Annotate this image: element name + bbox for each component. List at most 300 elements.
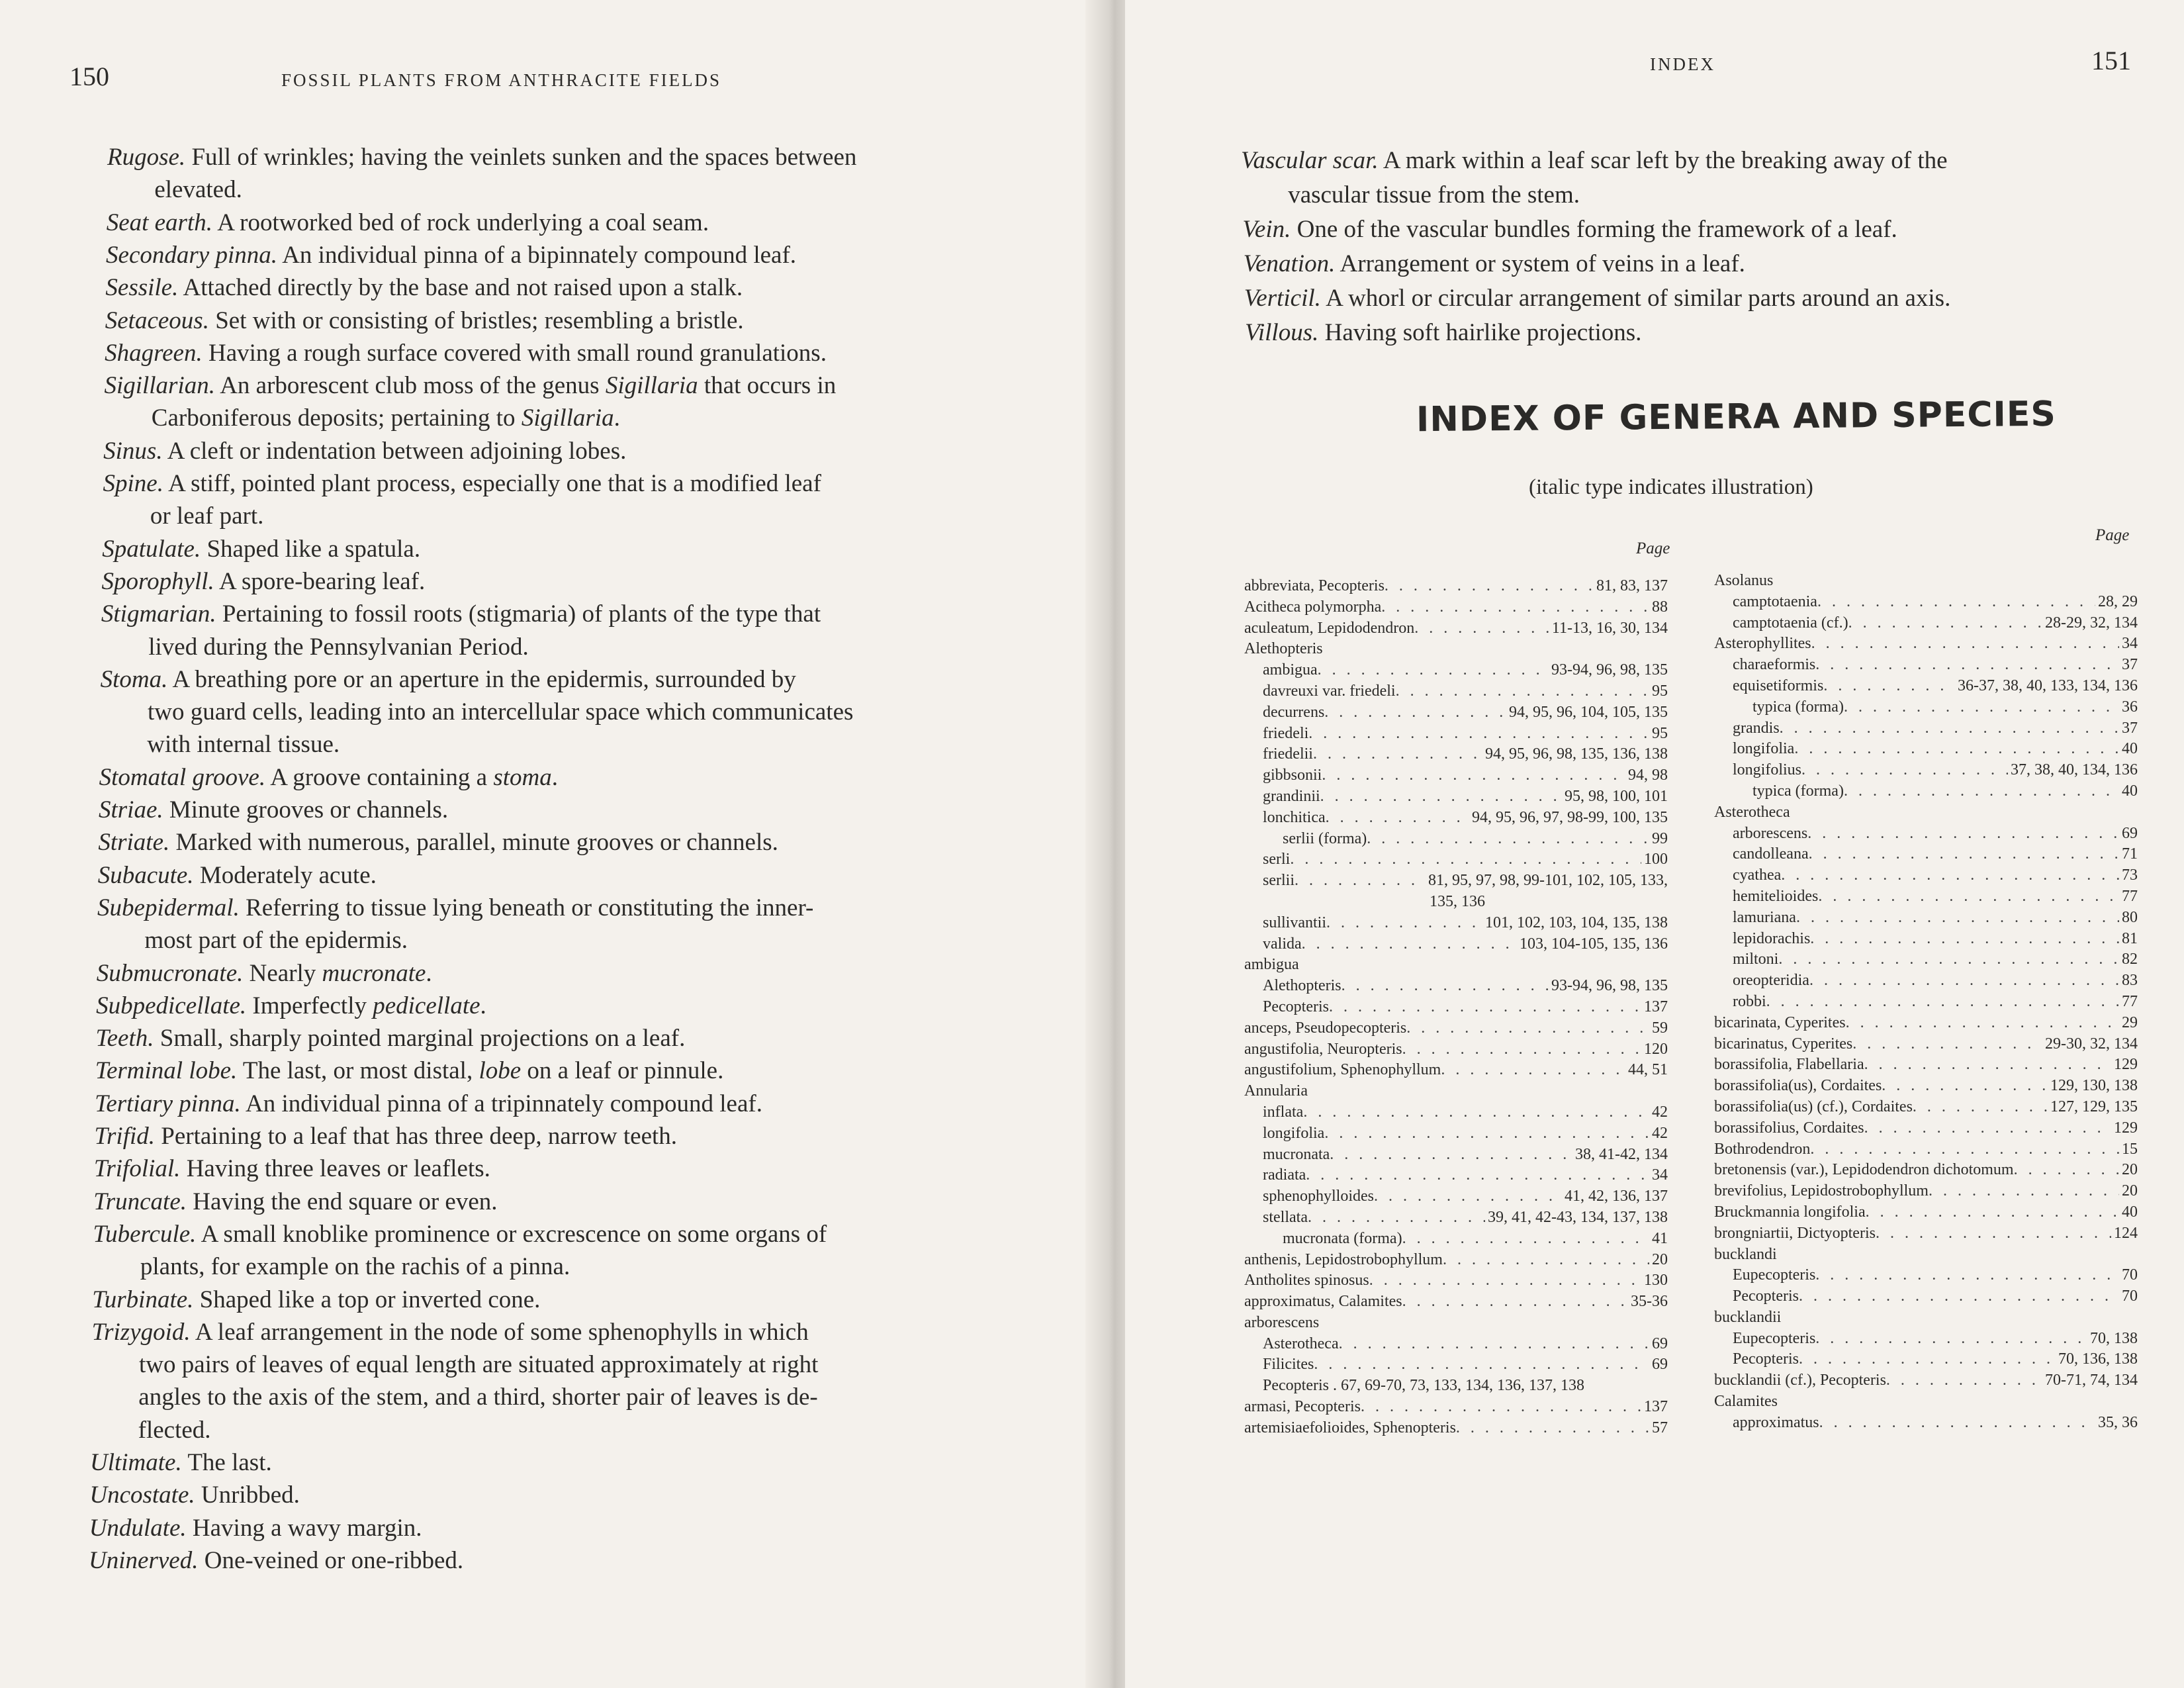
glossary-entry [96, 990, 486, 1023]
index-entry-pages: 20 [2122, 1161, 2138, 1179]
glossary-definition: lived during the Pennsylvanian Period. [148, 633, 529, 661]
index-entry [1244, 1397, 1668, 1418]
index-entry-name: friedeli [1263, 724, 1309, 742]
glossary-definition: flected. [138, 1416, 211, 1444]
glossary-entry [107, 207, 709, 240]
index-entry-name: bucklandii [1714, 1308, 1782, 1326]
index-entry-name: ambigua [1263, 661, 1318, 679]
index-column-1 [1244, 576, 1668, 1439]
index-entry [1244, 1270, 1668, 1291]
index-entry-pages: 93-94, 96, 98, 135 [1551, 977, 1668, 995]
glossary-definition: A mark within a leaf scar left by the breaking away of the [1378, 147, 1948, 174]
index-entry-name: Pecopteris [1733, 1288, 1799, 1305]
glossary-definition: Marked with numerous, parallel, minute grooves or channels. [169, 829, 778, 857]
index-entry-name: bretonensis (var.), Lepidodendron dichotomum [1714, 1161, 2014, 1179]
right-page [1125, 0, 2184, 1688]
glossary-entry [105, 305, 744, 338]
index-entry-pages: 94, 98 [1628, 767, 1668, 784]
index-entry-name: Alethopteris [1244, 640, 1323, 658]
glossary-entry [107, 141, 856, 174]
glossary-definition: Having the end square or even. [187, 1188, 498, 1215]
index-entry-pages: 20 [1652, 1250, 1668, 1268]
index-entry [1714, 1223, 2138, 1244]
dot-leader [1402, 1229, 1649, 1250]
index-entry [1714, 1286, 2138, 1307]
index-entry-name: robbi [1733, 992, 1766, 1010]
index-entry [1714, 865, 2138, 886]
dot-leader [1866, 1202, 2119, 1223]
index-entry [1244, 576, 1668, 597]
index-entry-name: gibbsonii [1263, 767, 1322, 784]
glossary-term: Submucronate. [96, 959, 244, 987]
index-entry-name: arborescens [1733, 824, 1808, 842]
index-entry-name: approximatus [1733, 1413, 1819, 1431]
glossary-entry [95, 1120, 678, 1153]
index-entry-name: mucronata [1263, 1145, 1330, 1163]
glossary-continuation [152, 402, 620, 435]
index-entry [1714, 655, 2138, 676]
index-entry-pages: 70-71, 74, 134 [2045, 1372, 2138, 1389]
index-entry-pages: 95 [1652, 724, 1668, 742]
index-entry-name: Pecopteris [1733, 1350, 1799, 1368]
glossary-definition: two pairs of leaves of equal length are situated approximately at right [138, 1351, 819, 1379]
glossary-emphasis: Sigillaria [521, 404, 614, 432]
index-entry [1714, 949, 2138, 970]
glossary-entry [101, 598, 821, 631]
index-entry-pages: 36 [2122, 698, 2138, 716]
index-entry-pages: 95, 98, 100, 101 [1565, 787, 1668, 805]
index-entry [1244, 934, 1668, 955]
index-entry [1244, 1291, 1668, 1313]
glossary-definition: The last, or most distal, [237, 1057, 479, 1085]
glossary-definition: Nearly [243, 959, 322, 987]
glossary-definition-tail: . [614, 404, 620, 432]
dot-leader [1314, 1354, 1649, 1376]
glossary-definition: most part of the epidermis. [144, 927, 408, 955]
dot-leader [1913, 1097, 2048, 1118]
glossary-definition: A spore-bearing leaf. [214, 567, 426, 595]
index-entry-pages: 81, 83, 137 [1596, 577, 1668, 594]
index-entry-pages: 94, 95, 96, 104, 105, 135 [1509, 703, 1668, 721]
glossary-entry [102, 533, 420, 566]
index-entry-pages: 39, 41, 42-43, 134, 137, 138 [1488, 1208, 1668, 1226]
glossary-emphasis: mucronate [322, 959, 426, 987]
glossary-definition-tail: . [480, 992, 486, 1019]
glossary-term: Setaceous. [105, 306, 209, 334]
glossary-emphasis: pedicellate [373, 992, 480, 1019]
dot-leader [1402, 1039, 1641, 1060]
glossary-definition: plants, for example on the rachis of a pinna. [140, 1253, 570, 1281]
index-entry [1244, 808, 1668, 829]
index-entry-name: sullivantii [1263, 914, 1326, 931]
dot-leader [1778, 949, 2119, 970]
index-entry-name: lamuriana [1733, 908, 1796, 926]
glossary-definition: A stiff, pointed plant process, especially one that is a modified leaf [163, 470, 821, 497]
glossary-definition: Small, sharply pointed marginal projections on a leaf. [154, 1025, 686, 1053]
index-entry-pages: 41, 42, 136, 137 [1565, 1188, 1668, 1205]
index-entry-name: brevifolius, Lepidostrobophyllum [1714, 1182, 1929, 1200]
glossary-definition: A groove containing a [265, 763, 494, 791]
dot-leader [1456, 1418, 1649, 1439]
glossary-term: Rugose. [107, 144, 186, 171]
glossary-term: Venation. [1243, 250, 1336, 277]
index-entry-name: radiata [1263, 1166, 1306, 1184]
glossary-term: Secondary pinna. [106, 241, 277, 269]
glossary-term: Uninerved. [89, 1546, 199, 1574]
glossary-definition: Having a wavy margin. [186, 1514, 422, 1542]
glossary-entry [90, 1446, 272, 1479]
index-entry [1244, 955, 1668, 976]
index-entry-pages: 70 [2122, 1266, 2138, 1284]
dot-leader [1794, 739, 2119, 760]
index-entry-pages: 28, 29 [2098, 592, 2138, 610]
index-entry [1244, 1081, 1668, 1102]
dot-leader [1329, 997, 1641, 1018]
index-entry [1244, 1018, 1668, 1039]
glossary-continuation [148, 696, 853, 729]
index-entry [1714, 929, 2138, 950]
dot-leader [1815, 1329, 2087, 1350]
dot-leader [1809, 844, 2119, 865]
glossary-entry [97, 892, 813, 925]
index-entry-pages: 77 [2122, 992, 2138, 1010]
index-entry-pages: 69 [1652, 1335, 1668, 1352]
index-entry-pages: 57 [1652, 1419, 1668, 1436]
glossary-definition: An individual pinna of a tripinnately compound leaf. [240, 1090, 762, 1117]
index-entry-pages: 37 [2122, 656, 2138, 674]
dot-leader [1864, 1055, 2111, 1076]
dot-leader [1811, 633, 2119, 655]
index-entry-name: longifolia [1263, 1124, 1325, 1142]
index-entry-name: Acitheca polymorpha [1244, 598, 1382, 616]
dot-leader [1766, 992, 2119, 1013]
index-entry-name: grandinii [1263, 787, 1320, 805]
glossary-continuation [139, 1348, 818, 1382]
index-entry-pages: 71 [2122, 845, 2138, 863]
glossary-entry [92, 1316, 809, 1349]
glossary-entry [99, 761, 558, 794]
index-entry-name: typica (forma) [1752, 698, 1844, 716]
glossary-term: Stoma. [100, 665, 168, 693]
index-entry [1244, 1354, 1668, 1376]
index-entry [1714, 908, 2138, 929]
glossary-entry [95, 1055, 724, 1088]
glossary-definition: Pertaining to fossil roots (stigmaria) of plants of the type that [216, 600, 821, 628]
index-entry-name: typica (forma) [1752, 782, 1844, 800]
index-entry [1714, 1329, 2138, 1350]
glossary-entry [99, 794, 448, 827]
glossary-emphasis: Sigillaria [605, 372, 698, 400]
index-entry [1714, 781, 2138, 802]
index-entry-pages: 94, 95, 96, 97, 98-99, 100, 135 [1472, 808, 1668, 826]
index-entry [1714, 1349, 2138, 1370]
index-entry [1714, 739, 2138, 760]
glossary-term: Trifid. [94, 1123, 156, 1150]
glossary-term: Sigillarian. [104, 372, 215, 400]
dot-leader [1374, 1186, 1562, 1207]
index-entry-name: charaeformis [1733, 656, 1816, 674]
glossary-definition: One-veined or one-ribbed. [198, 1546, 464, 1574]
index-entry-name: longifolius [1733, 761, 1802, 779]
glossary-definition-tail: . [426, 959, 432, 987]
glossary-entry [92, 1284, 540, 1317]
index-entry [1244, 913, 1668, 934]
dot-leader [2014, 1160, 2119, 1181]
glossary-term: Stomatal groove. [99, 763, 266, 791]
dot-leader [1799, 1349, 2056, 1370]
index-entry-name: Alethopteris [1263, 977, 1342, 995]
dot-leader [1396, 681, 1649, 702]
index-entry [1714, 802, 2138, 823]
dot-leader [1306, 1165, 1649, 1186]
glossary-term: Ultimate. [90, 1449, 182, 1476]
dot-leader [1810, 1139, 2119, 1160]
index-entry-pages: 82 [2122, 951, 2138, 968]
glossary-continuation [150, 500, 264, 533]
glossary-definition: Imperfectly [246, 992, 373, 1019]
index-entry [1244, 1313, 1668, 1334]
index-entry [1714, 697, 2138, 718]
index-entry [1244, 1145, 1668, 1166]
dot-leader [1361, 1397, 1641, 1418]
glossary-definition: or leaf part. [150, 502, 264, 530]
dot-leader [1815, 1265, 2119, 1286]
index-entry-pages: 70, 136, 138 [2058, 1350, 2138, 1368]
index-entry-name: abbreviata, Pecopteris [1244, 577, 1385, 594]
index-entry-pages: 41 [1652, 1229, 1668, 1247]
dot-leader [1799, 1286, 2119, 1307]
index-entry [1244, 1060, 1668, 1081]
glossary-definition: Having soft hairlike projections. [1318, 319, 1642, 346]
dot-leader [1844, 781, 2119, 802]
glossary-term: Vascular scar. [1241, 147, 1379, 174]
index-entry [1714, 992, 2138, 1013]
dot-leader [1313, 744, 1482, 765]
index-entry-pages: 69 [1652, 1356, 1668, 1374]
index-entry-name: camptotaenia (cf.) [1733, 614, 1848, 632]
index-column-2 [1714, 571, 2138, 1434]
index-entry-pages: 124 [2114, 1224, 2138, 1242]
dot-leader [1848, 613, 2042, 634]
index-entry-pages: 135, 136 [1430, 892, 1485, 910]
dot-leader [1330, 1145, 1572, 1166]
index-entry [1244, 1039, 1668, 1060]
dot-leader [1308, 724, 1649, 745]
dot-leader [1369, 1270, 1641, 1291]
index-entry-name: inflata [1263, 1103, 1304, 1121]
glossary-term: Subacute. [97, 861, 194, 889]
index-entry-pages: 127, 129, 135 [2050, 1098, 2138, 1115]
index-entry-name: serlii [1263, 872, 1295, 890]
glossary-term: Sporophyll. [101, 567, 214, 595]
index-entry [1714, 1034, 2138, 1055]
dot-leader [1810, 929, 2119, 950]
index-entry [1714, 613, 2138, 634]
glossary-term: Trizygoid. [91, 1318, 191, 1346]
glossary-entry [106, 239, 796, 272]
glossary-definition: Attached directly by the base and not raised upon a stalk. [178, 274, 743, 302]
index-entry-pages: 34 [1652, 1166, 1668, 1184]
index-entry [1244, 744, 1668, 765]
glossary-term: Subpedicellate. [96, 992, 247, 1019]
index-entry-name: equisetiformis [1733, 677, 1824, 694]
dot-leader [1326, 913, 1482, 934]
index-entry-pages: 40 [2122, 1203, 2138, 1221]
dot-leader [1303, 1102, 1649, 1123]
index-entry-name: aculeatum, Lepidodendron [1244, 619, 1415, 637]
glossary-entry [89, 1544, 463, 1577]
glossary-term: Truncate. [93, 1188, 187, 1215]
index-entry [1244, 1165, 1668, 1186]
index-entry [1244, 1250, 1668, 1271]
glossary-entry [97, 957, 432, 990]
page-column-header: Page [2095, 526, 2130, 544]
glossary-definition: An arborescent club moss of the genus [215, 372, 606, 400]
index-entry [1244, 765, 1668, 786]
index-entry [1244, 597, 1668, 618]
index-entry-pages: 15 [2122, 1140, 2138, 1158]
index-entry-pages: 129, 130, 138 [2050, 1077, 2138, 1095]
index-entry-name: Asterotheca [1714, 803, 1790, 821]
index-entry [1244, 849, 1668, 870]
dot-leader [1817, 592, 2095, 613]
glossary-entry [93, 1186, 497, 1219]
index-entry [1714, 718, 2138, 739]
index-entry-pages: 29 [2122, 1013, 2138, 1031]
page-number: 151 [2091, 46, 2131, 75]
glossary-continuation [140, 1250, 570, 1284]
glossary-emphasis: stoma [493, 763, 552, 791]
index-entry [1714, 1391, 2138, 1413]
dot-leader [1876, 1223, 2111, 1244]
glossary-term: Teeth. [95, 1025, 154, 1053]
glossary-entry [101, 663, 796, 696]
glossary-definition: Shaped like a spatula. [201, 535, 421, 563]
index-entry-name: armasi, Pecopteris [1244, 1398, 1361, 1416]
index-entry-name: Asolanus [1714, 572, 1774, 589]
dot-leader [1818, 886, 2119, 908]
index-entry-name: bicarinata, Cyperites [1714, 1013, 1846, 1031]
glossary-entry [105, 271, 743, 305]
index-entry-pages: 100 [1644, 851, 1668, 868]
glossary-term: Spatulate. [102, 535, 201, 563]
index-entry [1244, 1207, 1668, 1229]
index-entry-name: Pecopteris . 67, 69-70, 73, 133, 134, 136, 137, 138 [1263, 1377, 1584, 1395]
glossary-entry [1241, 144, 1948, 177]
dot-leader [1929, 1181, 2119, 1202]
index-entry [1714, 1118, 2138, 1139]
index-entry-pages: 73 [2122, 867, 2138, 884]
index-entry-pages: 37, 38, 40, 134, 136 [2011, 761, 2138, 779]
index-title: INDEX OF GENERA AND SPECIES [1416, 394, 2057, 440]
glossary-term: Striae. [99, 796, 163, 823]
index-entry-pages: 42 [1652, 1124, 1668, 1142]
index-entry-name: ambigua [1244, 956, 1299, 974]
glossary-definition: with internal tissue. [147, 731, 340, 759]
index-entry-pages: 40 [2122, 740, 2138, 758]
glossary-term: Sessile. [105, 274, 179, 302]
dot-leader [1367, 829, 1649, 850]
index-entry-name: longifolia [1733, 740, 1795, 758]
glossary-definition: Referring to tissue lying beneath or constituting the inner- [239, 894, 814, 921]
dot-leader [1443, 1250, 1649, 1271]
index-entry [1714, 1055, 2138, 1076]
index-entry [1714, 633, 2138, 655]
index-entry [1714, 1076, 2138, 1097]
glossary-term: Sinus. [103, 437, 163, 465]
dot-leader [1381, 597, 1649, 618]
dot-leader [1302, 934, 1517, 955]
glossary-entry [94, 1152, 490, 1186]
index-entry-name: serlii (forma) [1283, 829, 1367, 847]
index-subtitle: (italic type indicates illustration) [1529, 475, 1813, 499]
index-entry-name: miltoni [1733, 951, 1779, 968]
index-entry [1714, 1413, 2138, 1434]
index-entry-name: serli [1263, 851, 1291, 868]
index-entry [1714, 886, 2138, 908]
index-entry-name: Eupecopteris [1733, 1266, 1816, 1284]
glossary-entry [1242, 213, 1897, 246]
glossary-definition: A whorl or circular arrangement of similar parts around an axis. [1320, 285, 1951, 312]
index-entry-pages: 137 [1644, 1398, 1668, 1416]
glossary-emphasis: lobe [478, 1057, 522, 1085]
index-entry-name: anthenis, Lepidostrobophyllum [1244, 1250, 1443, 1268]
page-column-header: Page [1636, 539, 1670, 557]
index-entry [1714, 1307, 2138, 1329]
glossary-entry [89, 1512, 422, 1545]
glossary-definition: The last. [181, 1449, 272, 1476]
dot-leader [1326, 808, 1469, 829]
index-entry-pages: 81, 95, 97, 98, 99-101, 102, 105, 133, [1428, 872, 1668, 890]
dot-leader [1320, 786, 1562, 808]
glossary-entry [98, 826, 778, 859]
index-entry-name: decurrens [1263, 703, 1325, 721]
index-entry-name: Calamites [1714, 1393, 1778, 1411]
index-entry-name: borassifolia, Flabellaria [1714, 1056, 1864, 1074]
index-entry-pages: 59 [1652, 1019, 1668, 1037]
glossary-definition: A small knoblike prominence or excrescence on some organs of [196, 1220, 827, 1248]
glossary-term: Uncostate. [89, 1481, 195, 1509]
glossary-term: Tertiary pinna. [95, 1090, 241, 1117]
index-entry-pages: 129 [2114, 1056, 2138, 1074]
index-entry-pages: 101, 102, 103, 104, 135, 138 [1485, 914, 1668, 931]
glossary-entry [104, 369, 836, 402]
glossary-definition: Moderately acute. [193, 861, 377, 889]
glossary-entry [103, 435, 626, 468]
glossary-entry [103, 467, 821, 500]
glossary-definition: Full of wrinkles; having the veinlets sunken and the spaces between [185, 144, 857, 171]
dot-leader [1402, 1291, 1628, 1313]
glossary-entry [1245, 316, 1641, 350]
dot-leader [1852, 1034, 2042, 1055]
index-entry-name: lonchitica [1263, 808, 1326, 826]
running-head: FOSSIL PLANTS FROM ANTHRACITE FIELDS [281, 70, 722, 90]
index-entry-pages: 137 [1644, 998, 1668, 1015]
glossary-entry [89, 1479, 300, 1512]
index-entry [1244, 997, 1668, 1018]
index-entry [1244, 976, 1668, 997]
glossary-term: Villous. [1245, 319, 1319, 346]
index-entry [1714, 1013, 2138, 1034]
index-entry [1244, 1123, 1668, 1145]
index-entry-name: bucklandi [1714, 1245, 1777, 1263]
dot-leader [1796, 908, 2119, 929]
index-entry [1714, 760, 2138, 781]
glossary-term: Seat earth. [106, 209, 212, 236]
index-entry-name: stellata [1263, 1208, 1308, 1226]
glossary-definition: Having a rough surface covered with small round granulations. [202, 339, 827, 367]
index-entry-name: Pecopteris [1263, 998, 1329, 1015]
